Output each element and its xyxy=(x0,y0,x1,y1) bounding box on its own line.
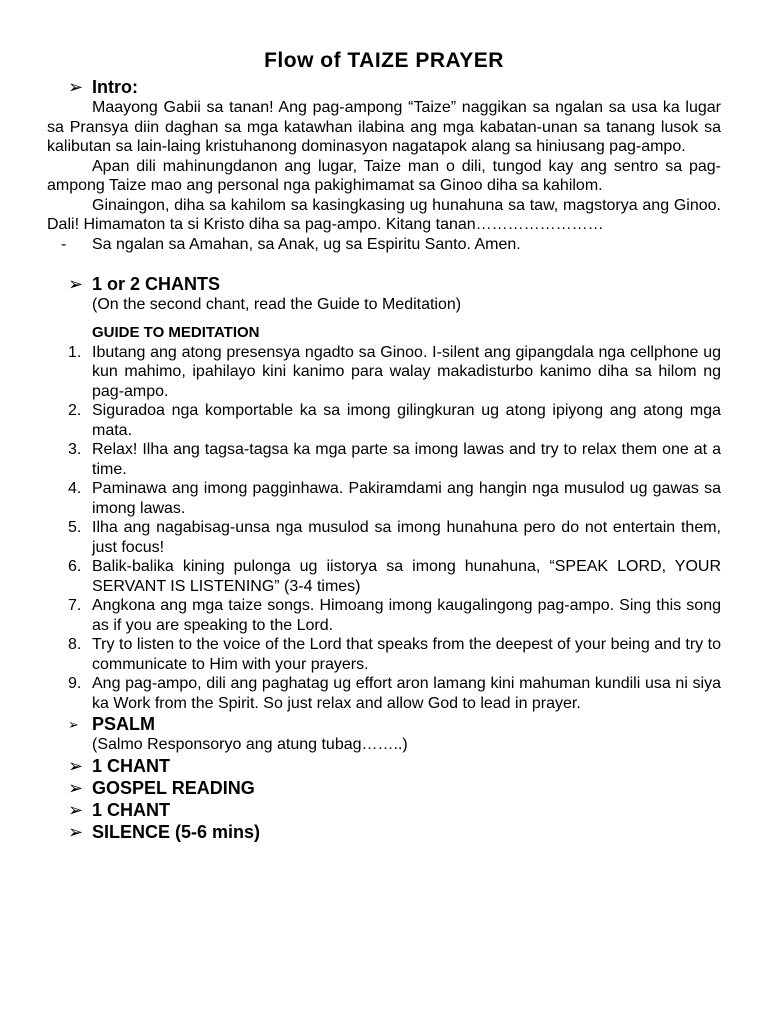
list-item-text: Siguradoa nga komportable ka sa imong gilingkuran ug atong ipiyong ang atong mga mata. xyxy=(92,402,721,439)
gospel-reading-heading-text: GOSPEL READING xyxy=(92,777,255,798)
chants-heading-text: 1 or 2 CHANTS xyxy=(92,274,221,294)
list-item-number: 6. xyxy=(68,558,82,575)
list-item-text: Angkona ang mga taize songs. Himoang imong kaugalingong pag-ampo. Sing this song as if you are speaking to the Lord. xyxy=(92,597,721,634)
intro-heading-text: Intro: xyxy=(92,77,138,97)
arrow-bullet-icon: ➢ xyxy=(68,77,84,97)
chant-heading-text: 1 CHANT xyxy=(92,755,171,776)
list-item-text: Try to listen to the voice of the Lord that speaks from the deepest of your being and try to communicate to Him with your prayers. xyxy=(92,636,721,673)
intro-bullet xyxy=(47,235,721,255)
arrow-bullet-icon: ➢ xyxy=(68,821,84,842)
list-item-text: Balik-balika kining pulonga ug iistorya sa imong hunahuna, “SPEAK LORD, YOUR SERVANT IS LISTENING” (3-4 times) xyxy=(92,558,721,595)
guide-heading: GUIDE TO MEDITATION xyxy=(92,323,260,341)
psalm-note: (Salmo Responsoryo ang atung tubag……..) xyxy=(92,736,408,753)
silence-heading xyxy=(47,821,721,843)
arrow-bullet-icon: ➢ xyxy=(68,755,84,776)
gospel-reading-heading xyxy=(47,777,721,799)
intro-paragraph-2: Apan dili mahinungdanon ang lugar, Taize man o dili, tungod kay ang sentro sa pag-ampong Taize mao ang personal nga pakighimamat sa Ginoo diha sa kahilom. xyxy=(47,157,721,194)
arrow-bullet-icon: ➢ xyxy=(68,274,84,294)
list-item-number: 4. xyxy=(68,480,82,497)
list-item-number: 5. xyxy=(68,519,82,536)
arrow-bullet-icon: ➢ xyxy=(68,799,84,820)
psalm-heading xyxy=(47,713,721,735)
guide-list xyxy=(47,343,721,714)
chant-heading xyxy=(47,799,721,821)
dash-bullet-icon: - xyxy=(61,235,67,253)
list-item xyxy=(47,479,721,518)
list-item xyxy=(47,401,721,440)
list-item xyxy=(47,635,721,674)
list-item-number: 8. xyxy=(68,636,82,653)
list-item xyxy=(47,596,721,635)
list-item xyxy=(47,518,721,557)
list-item-text: Relax! Ilha ang tagsa-tagsa ka mga parte sa imong lawas and try to relax them one at a time. xyxy=(92,441,721,478)
silence-heading-text: SILENCE (5-6 mins) xyxy=(92,821,261,842)
list-item-number: 9. xyxy=(68,675,82,692)
list-item xyxy=(47,440,721,479)
list-item xyxy=(47,343,721,402)
arrow-bullet-icon: ➢ xyxy=(68,717,79,732)
intro-heading xyxy=(47,76,721,98)
list-item-number: 7. xyxy=(68,597,82,614)
list-item-number: 1. xyxy=(68,343,82,361)
page-title: Flow of TAIZE PRAYER xyxy=(264,49,504,72)
intro-paragraph-3: Ginaingon, diha sa kahilom sa kasingkasing ug hunahuna sa taw, magstorya ang Ginoo. Dali! Himamaton ta si Kristo diha sa pag-ampo. Kitang tanan…………………… xyxy=(47,196,721,233)
chant-heading-text: 1 CHANT xyxy=(92,799,171,820)
list-item xyxy=(47,674,721,713)
list-item-number: 3. xyxy=(68,441,82,458)
arrow-bullet-icon: ➢ xyxy=(68,777,84,798)
chants-note: (On the second chant, read the Guide to Meditation) xyxy=(92,296,462,313)
chants-heading xyxy=(47,273,721,295)
list-item-text: Ibutang ang atong presensya ngadto sa Ginoo. I-silent ang gipangdala nga cellphone ug kun mahimo, ipahilayo kini kanimo para walay makadisturbo kanimo diha sa hilom ng pag-ampo. xyxy=(92,343,721,400)
list-item xyxy=(47,557,721,596)
list-item-number: 2. xyxy=(68,402,82,419)
intro-bullet-text: Sa ngalan sa Amahan, sa Anak, ug sa Espiritu Santo. Amen. xyxy=(92,235,521,253)
psalm-heading-text: PSALM xyxy=(92,714,155,734)
intro-paragraph-1: Maayong Gabii sa tanan! Ang pag-ampong “Taize” naggikan sa ngalan sa usa ka lugar sa Pransya diin daghan sa mga katawhan ilabina ang mga kabatan-unan sa tanang lusok sa kalibutan sa lain-laing kristuhanong dominasyon nagatapok alang sa hiniusang pag-ampo. xyxy=(47,99,721,155)
list-item-text: Paminawa ang imong pagginhawa. Pakiramdami ang hangin nga musulod ug gawas sa imong lawas. xyxy=(92,480,721,517)
chant-heading xyxy=(47,755,721,777)
list-item-text: Ilha ang nagabisag-unsa nga musulod sa imong hunahuna pero do not entertain them, just focus! xyxy=(92,519,721,556)
list-item-text: Ang pag-ampo, dili ang paghatag ug effort aron lamang kini mahuman kundili usa ni siya ka Work from the Spirit. So just relax and allow God to lead in prayer. xyxy=(92,675,721,712)
